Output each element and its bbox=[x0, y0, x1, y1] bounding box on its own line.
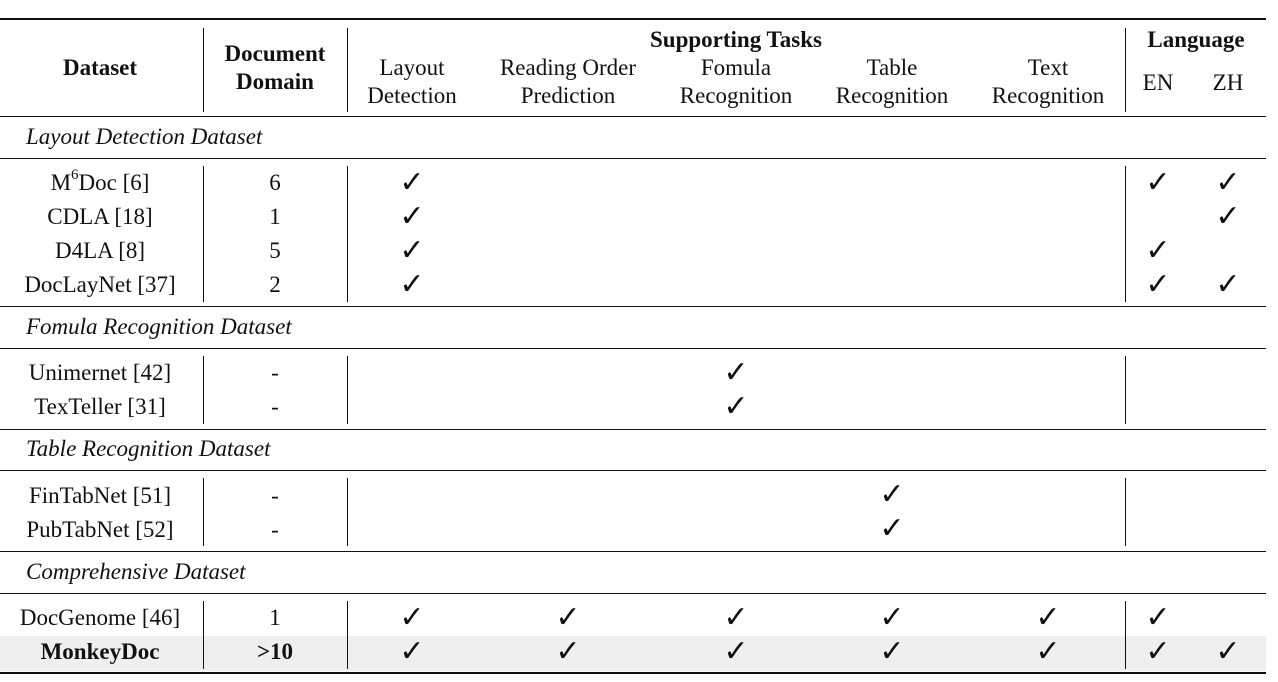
section-title: Layout Detection Dataset bbox=[26, 124, 263, 149]
check-icon: ✓ bbox=[555, 600, 581, 635]
task-header: Prediction bbox=[520, 83, 616, 108]
body-vline bbox=[1125, 356, 1126, 424]
section-rule bbox=[0, 306, 1266, 307]
document-domain-value: 6 bbox=[269, 170, 281, 195]
dataset-name: PubTabNet [52] bbox=[26, 517, 174, 542]
check-icon: ✓ bbox=[399, 233, 425, 268]
lang-header-en: EN bbox=[1142, 70, 1174, 95]
check-icon: ✓ bbox=[399, 267, 425, 302]
document-domain-value: >10 bbox=[256, 639, 294, 664]
document-domain-value: - bbox=[271, 483, 279, 508]
section-title: Comprehensive Dataset bbox=[26, 559, 246, 584]
top-rule bbox=[0, 18, 1266, 20]
section-rule bbox=[0, 470, 1266, 471]
dataset-name-base: M bbox=[50, 170, 72, 195]
header-document-domain: Document bbox=[224, 41, 326, 66]
section-rule bbox=[0, 429, 1266, 430]
task-header: Recognition bbox=[835, 83, 949, 108]
document-domain-value: 2 bbox=[269, 272, 281, 297]
section-rule bbox=[0, 348, 1266, 349]
header-rule bbox=[0, 116, 1266, 117]
check-icon: ✓ bbox=[879, 477, 905, 512]
check-icon-en: ✓ bbox=[1145, 634, 1171, 669]
check-icon: ✓ bbox=[723, 600, 749, 635]
dataset-name: Unimernet [42] bbox=[28, 360, 172, 385]
document-domain-value: - bbox=[271, 394, 279, 419]
check-icon-zh: ✓ bbox=[1215, 634, 1241, 669]
check-icon-zh: ✓ bbox=[1215, 267, 1241, 302]
document-domain-value: - bbox=[271, 360, 279, 385]
check-icon-zh: ✓ bbox=[1215, 165, 1241, 200]
dataset-name: TexTeller [31] bbox=[34, 394, 166, 419]
document-domain-value: - bbox=[271, 517, 279, 542]
body-vline bbox=[347, 356, 348, 424]
check-icon: ✓ bbox=[879, 600, 905, 635]
check-icon-en: ✓ bbox=[1145, 600, 1171, 635]
section-title: Fomula Recognition Dataset bbox=[26, 314, 292, 339]
dataset-name: CDLA [18] bbox=[47, 204, 153, 229]
task-header: Fomula bbox=[700, 55, 772, 80]
dataset-name: D4LA [8] bbox=[54, 238, 146, 263]
document-domain-value: 1 bbox=[269, 204, 281, 229]
section-title: Table Recognition Dataset bbox=[26, 436, 271, 461]
header-document-domain: Domain bbox=[236, 69, 314, 94]
dataset-name bbox=[0, 169, 200, 197]
dataset-name-rest: Doc [6] bbox=[78, 170, 150, 195]
body-vline bbox=[347, 166, 348, 302]
check-icon: ✓ bbox=[1035, 600, 1061, 635]
check-icon: ✓ bbox=[555, 634, 581, 669]
section-rule bbox=[0, 593, 1266, 594]
check-icon: ✓ bbox=[1035, 634, 1061, 669]
task-header: Recognition bbox=[991, 83, 1105, 108]
section-rule bbox=[0, 158, 1266, 159]
check-icon: ✓ bbox=[879, 634, 905, 669]
task-header: Detection bbox=[367, 83, 457, 108]
body-vline bbox=[1125, 601, 1126, 669]
check-icon: ✓ bbox=[399, 634, 425, 669]
task-header: Layout bbox=[379, 55, 445, 80]
check-icon: ✓ bbox=[723, 355, 749, 390]
header-supporting-tasks: Supporting Tasks bbox=[650, 27, 822, 52]
body-vline bbox=[1125, 478, 1126, 546]
check-icon: ✓ bbox=[723, 389, 749, 424]
document-domain-value: 5 bbox=[269, 238, 281, 263]
body-vline bbox=[347, 601, 348, 669]
check-icon-en: ✓ bbox=[1145, 267, 1171, 302]
task-header: Recognition bbox=[679, 83, 793, 108]
body-vline bbox=[1125, 166, 1126, 302]
task-header: Text bbox=[1027, 55, 1069, 80]
dataset-name-sup: 6 bbox=[71, 167, 79, 184]
task-header: Reading Order bbox=[499, 55, 637, 80]
check-icon: ✓ bbox=[399, 199, 425, 234]
check-icon-zh: ✓ bbox=[1215, 199, 1241, 234]
dataset-name: MonkeyDoc bbox=[40, 639, 160, 664]
check-icon: ✓ bbox=[399, 165, 425, 200]
check-icon-en: ✓ bbox=[1145, 233, 1171, 268]
check-icon: ✓ bbox=[723, 634, 749, 669]
document-domain-value: 1 bbox=[269, 605, 281, 630]
dataset-name: FinTabNet [51] bbox=[28, 483, 172, 508]
dataset-name: DocLayNet [37] bbox=[24, 272, 176, 297]
body-vline bbox=[347, 478, 348, 546]
header-dataset: Dataset bbox=[62, 55, 138, 80]
lang-header-zh: ZH bbox=[1212, 70, 1244, 95]
dataset-name: DocGenome [46] bbox=[19, 605, 181, 630]
check-icon: ✓ bbox=[399, 600, 425, 635]
header-language: Language bbox=[1147, 27, 1245, 52]
check-icon-en: ✓ bbox=[1145, 165, 1171, 200]
section-rule bbox=[0, 551, 1266, 552]
bottom-rule bbox=[0, 672, 1266, 674]
check-icon: ✓ bbox=[879, 511, 905, 546]
task-header: Table bbox=[866, 55, 918, 80]
